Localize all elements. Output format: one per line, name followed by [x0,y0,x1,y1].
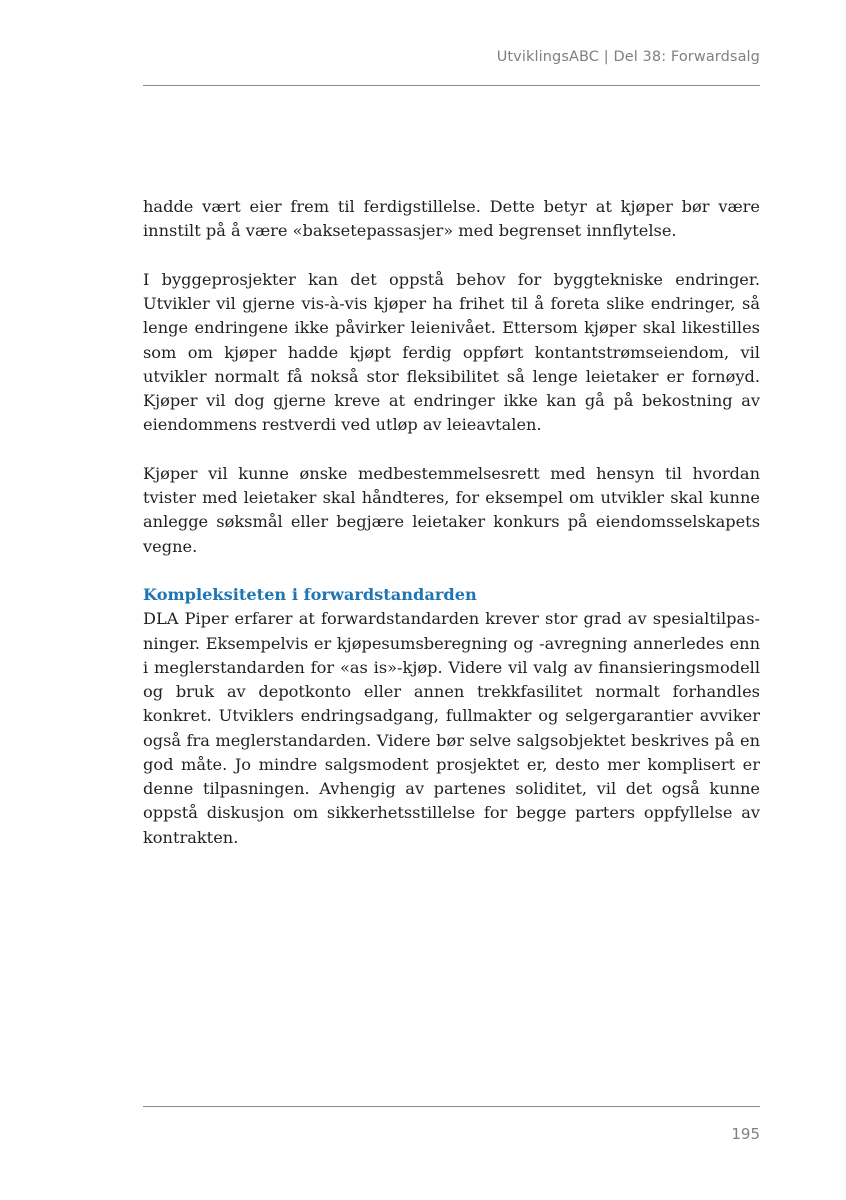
paragraph: DLA Piper erfarer at forwardstandarden krever stor grad av spesialtilpasninger. Eksempelvis er kjøpesumsberegning og -avregning annerledes enn i meglerstandarden for «as is»-kjøp. Videre vil valg av finansieringsmodell og bruk av depotkonto eller annen trekkfasilitet normalt forhandles konkret. Utviklers endringsadgang, fullmakter og selgergarantier avviker også fra meglerstandarden. Videre bør selve salgsobjektet beskrives på en god måte. Jo mindre salgsmodent prosjektet er, desto mer komplisert er denne tilpasningen. Avhengig av partenes soliditet, vil det også kunne oppstå diskusjon om sikkerhetsstillelse for begge parters oppfyllelse av kontrakten. [143,609,760,847]
body-text [143,195,760,874]
running-header: UtviklingsABC | Del 38: Forwardsalg [496,49,760,65]
section-heading: Kompleksiteten i forwardstandarden [143,585,477,604]
header-rule [143,85,760,86]
footer-rule [143,1106,760,1107]
page-number: 195 [731,1125,760,1143]
paragraph: hadde vært eier frem til ferdigstillelse. Dette betyr at kjøper bør være innstilt på å være «baksetepassasjer» med begrenset innflytelse. [143,197,760,241]
paragraph: Kjøper vil kunne ønske medbestemmelsesrett med hensyn til hvordan tvister med leietaker skal håndteres, for eksempel om utvikler skal kunne anlegge søksmål eller begjære leietaker konkurs på eiendomsselskapets vegne. [143,463,760,556]
paragraph: I byggeprosjekter kan det oppstå behov for byggtekniske endringer. Utvikler vil gjerne vis-à-vis kjøper ha frihet til å foreta slike endringer, så lenge endringene ikke påvirker leienivået. Ettersom kjøper skal likestilles som om kjøper hadde kjøpt ferdig oppført kontantstrømseiendom, vil utvikler normalt få nokså stor fleksibilitet så lenge leietaker er fornøyd. Kjøper vil dog gjerne kreve at endringer ikke kan gå på bekostning av eiendommens restverdi ved utløp av leieavtalen. [143,269,760,435]
